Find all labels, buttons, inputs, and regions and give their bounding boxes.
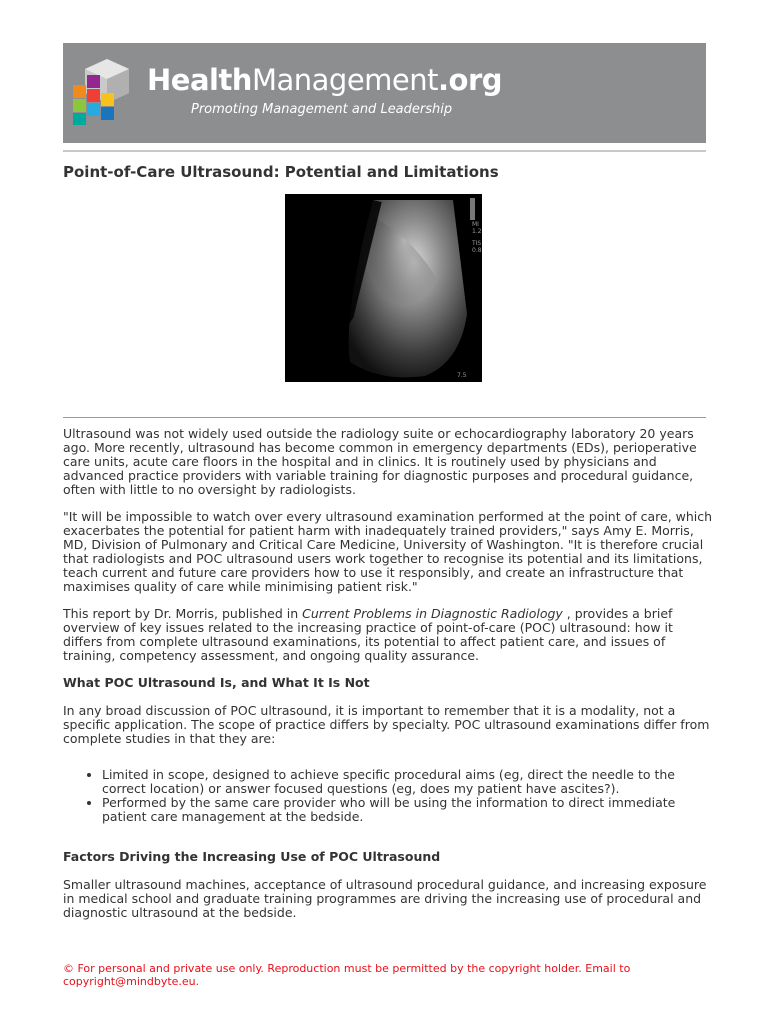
section-heading-what-poc: What POC Ultrasound Is, and What It Is Not [63,675,370,690]
report-text-start: This report by Dr. Morris, published in [63,606,303,621]
ultrasound-image [285,194,482,382]
paragraph-modality: In any broad discussion of POC ultrasound, it is important to remember that it is a modality, not a specific application. The scope of practice differs by specialty. POC ultrasound examinations differ from complete studies in that they are: [63,703,710,746]
paragraph-report [63,607,713,663]
readout-mi-value: 1.2 [472,228,482,235]
content-divider [63,417,706,418]
readout-tis-label: TIS [472,240,482,247]
header-divider [63,150,706,152]
section-heading-factors: Factors Driving the Increasing Use of POC Ultrasound [63,849,441,864]
journal-title: Current Problems in Diagnostic Radiology [302,606,563,621]
healthmanagement-logo-icon[interactable] [71,55,143,127]
copyright-notice: © For personal and private use only. Reproduction must be permitted by the copyright holder. Email to copyright@mindbyte.eu. [63,962,631,988]
list-item: • Limited in scope, designed to achieve specific procedural aims (eg, direct the needle to the correct location) or answer focused questions (eg, does my patient have ascites?). [102,768,713,796]
brand-name[interactable] [147,63,502,97]
article-body [63,427,713,933]
article-title: Point-of-Care Ultrasound: Potential and Limitations [63,163,499,181]
brand-tld: .org [438,63,503,97]
brand-thin: Management [251,63,439,97]
paragraph-factors: Smaller ultrasound machines, acceptance of ultrasound procedural guidance, and increasing exposure in medical school and graduate training programmes are driving the increasing use of procedural and diagnostic ultrasound at the bedside. [63,877,707,920]
report-text-end: , provides a brief overview of key issues related to the increasing practice of point-of-care (POC) ultrasound: how it differs from complete ultrasound examinations, its potential to affect patient care, and issues of training, competency assessment, and ongoing quality assurance. [63,606,673,663]
site-header [63,43,706,143]
brand-bold: Health [147,63,252,97]
brand-tagline: Promoting Management and Leadership [191,102,453,117]
list-item: • Performed by the same care provider who will be using the information to direct immediate patient care management at the bedside. [102,796,713,824]
paragraph-intro: Ultrasound was not widely used outside the radiology suite or echocardiography laboratory 20 years ago. More recently, ultrasound has become common in emergency departments (EDs), perioperative care units, acute care floors in the hospital and in clinics. It is routinely used by physicians and advanced practice providers with variable training for diagnostic purposes and procedural guidance, often with little to no oversight by radiologists. [63,426,697,497]
readout-corner: 7.5 [457,372,467,379]
readout-mi-label: MI [472,221,479,228]
readout-tis-value: 0.8 [472,247,482,254]
paragraph-quote: "It will be impossible to watch over every ultrasound examination performed at the point of care, which exacerbates the potential for patient harm with inadequately trained providers," says Amy E. Morris, MD, Division of Pulmonary and Critical Care Medicine, University of Washington. "It is therefore crucial that radiologists and POC ultrasound users work together to recognise its potential and its limitations, teach current and future care providers how to use it responsibly, and create an infrastructure that maximises quality of care while minimising patient risk." [63,509,713,594]
poc-characteristics-list [63,768,713,824]
